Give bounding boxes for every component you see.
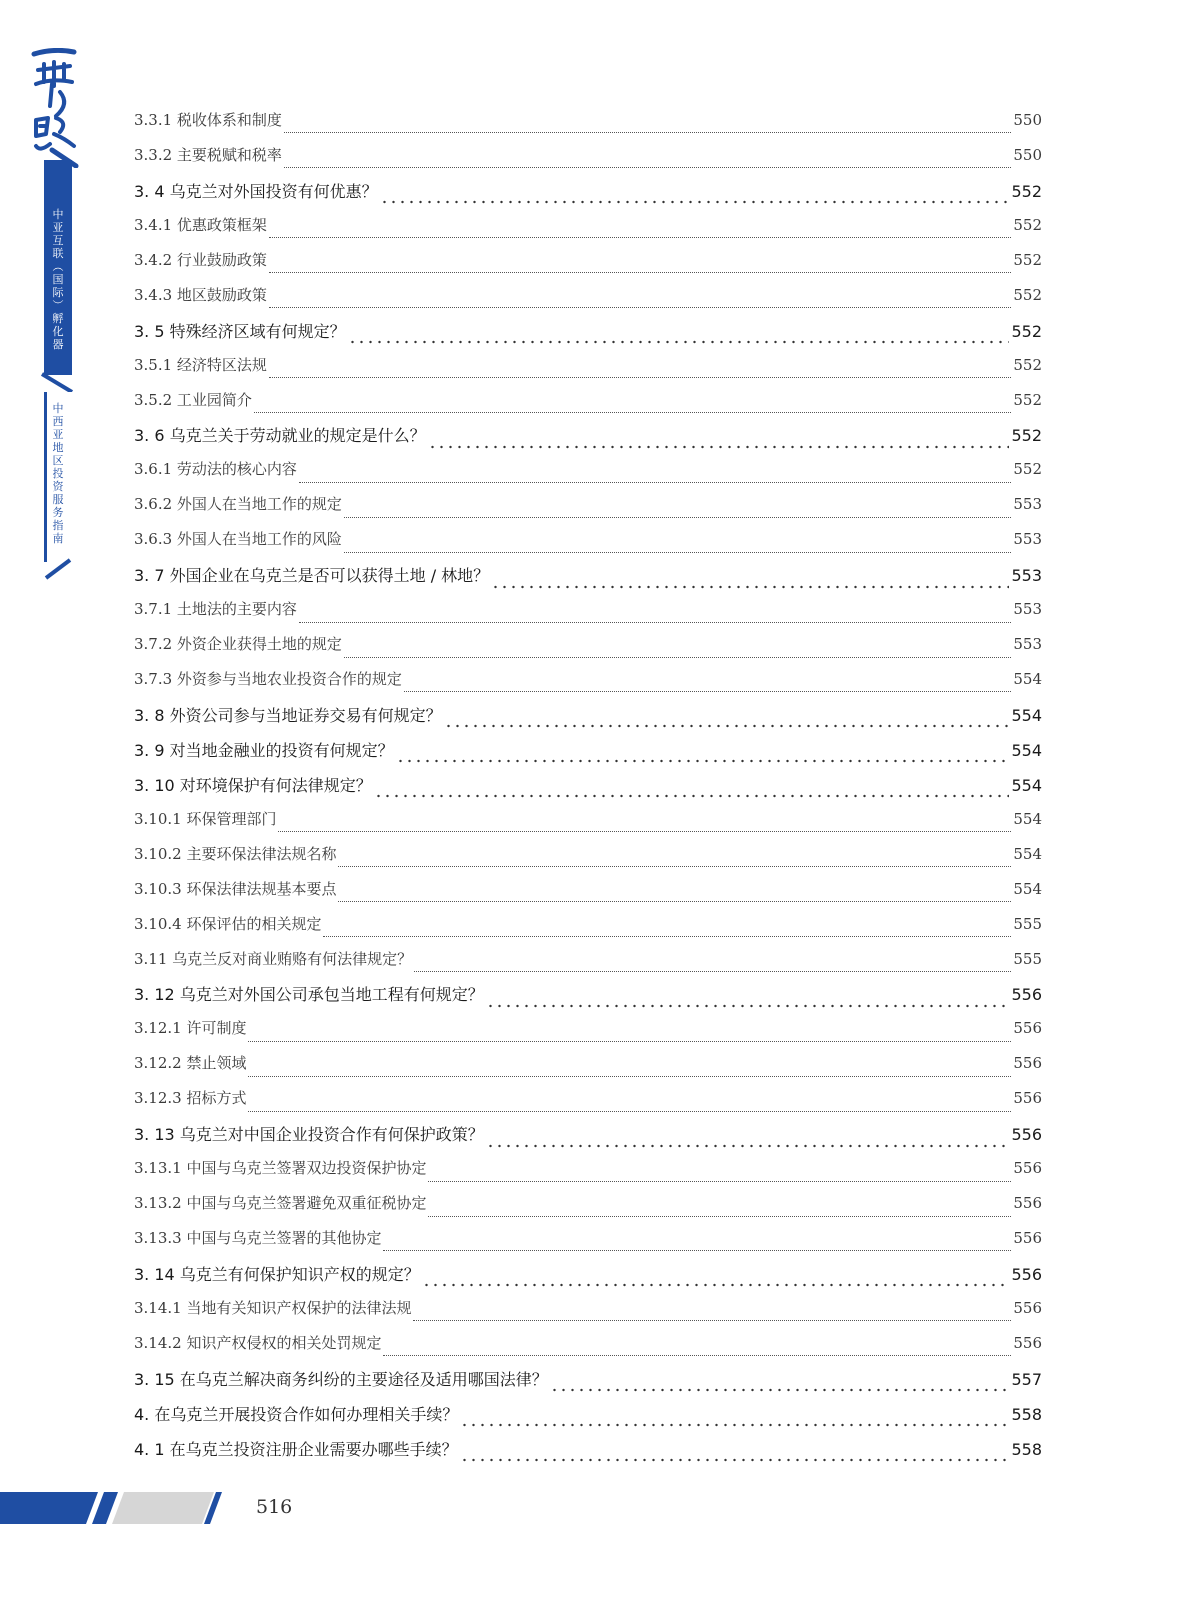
dot-leader xyxy=(348,340,1010,344)
dot-leader xyxy=(428,1180,1011,1182)
dot-leader xyxy=(383,1249,1011,1251)
dot-leader xyxy=(278,830,1011,832)
toc-entry-page: 552 xyxy=(1011,426,1042,446)
toc-entry-page: 556 xyxy=(1013,1229,1042,1247)
toc-entry-page: 552 xyxy=(1011,181,1042,201)
toc-subsection-entry[interactable] xyxy=(134,1332,1042,1367)
toc-subsection-entry[interactable] xyxy=(134,948,1042,983)
toc-subsection-entry[interactable] xyxy=(134,528,1042,563)
toc-entry-page: 556 xyxy=(1013,1089,1042,1108)
dot-leader xyxy=(338,900,1011,902)
dot-leader xyxy=(414,970,1011,972)
toc-subsection-entry[interactable] xyxy=(134,878,1042,913)
toc-entry-page: 552 xyxy=(1013,250,1042,269)
incubator-tab-char: ︶ xyxy=(52,299,64,312)
dot-leader xyxy=(248,1110,1011,1112)
incubator-tab-char: 孵 xyxy=(52,312,64,325)
toc-entry-page: 552 xyxy=(1013,285,1042,304)
toc-subsection-entry[interactable] xyxy=(134,249,1042,284)
dot-leader xyxy=(344,656,1011,658)
sidebar xyxy=(0,0,90,1600)
footer-stripe-decoration xyxy=(0,1488,230,1528)
dot-leader xyxy=(248,1040,1011,1042)
toc-section-entry[interactable] xyxy=(134,563,1042,598)
dot-leader xyxy=(428,1215,1011,1217)
toc-entry-page: 555 xyxy=(1013,914,1042,933)
toc-subsection-entry[interactable] xyxy=(134,1157,1042,1192)
table-of-contents xyxy=(134,109,1042,1472)
toc-entry-page: 553 xyxy=(1011,566,1042,586)
dot-leader xyxy=(299,621,1011,623)
toc-entry-page: 552 xyxy=(1013,355,1042,374)
incubator-tab-char: 国 xyxy=(52,273,64,286)
toc-entry-page: 553 xyxy=(1013,530,1042,549)
dot-leader xyxy=(344,551,1011,553)
toc-entry-title: 3.10.2 主要环保法律法规名称 xyxy=(134,844,337,863)
sidebar-end-slash xyxy=(44,556,72,580)
incubator-tab-char: 互 xyxy=(52,234,64,247)
toc-section-entry[interactable] xyxy=(134,1122,1042,1157)
incubator-tab-char: 亚 xyxy=(52,221,64,234)
toc-entry-title: 3.6.2 外国人在当地工作的规定 xyxy=(134,495,342,514)
toc-entry-title: 3.10.1 环保管理部门 xyxy=(134,809,277,828)
toc-entry-page: 552 xyxy=(1013,460,1042,479)
toc-entry-title: 3. 13 乌克兰对中国企业投资合作有何保护政策？ xyxy=(134,1125,484,1145)
toc-entry-page: 554 xyxy=(1011,740,1042,760)
dot-leader xyxy=(396,759,1010,763)
toc-entry-page: 556 xyxy=(1013,1333,1042,1352)
toc-section-entry[interactable] xyxy=(134,1402,1042,1437)
toc-entry-title: 3.13.3 中国与乌克兰签署的其他协定 xyxy=(134,1229,382,1247)
dot-leader xyxy=(413,1319,1011,1321)
toc-section-entry[interactable] xyxy=(134,773,1042,808)
dot-leader xyxy=(269,306,1011,308)
toc-subsection-entry[interactable] xyxy=(134,1192,1042,1227)
toc-entry-title: 3.10.4 环保评估的相关规定 xyxy=(134,914,322,933)
toc-subsection-entry[interactable] xyxy=(134,144,1042,179)
toc-entry-title: 3. 14 乌克兰有何保护知识产权的规定？ xyxy=(134,1264,420,1284)
incubator-tab-char: 联 xyxy=(52,247,64,260)
toc-entry-title: 4. 在乌克兰开展投资合作如何办理相关手续？ xyxy=(134,1404,459,1424)
guide-tab-char: 指 xyxy=(52,519,64,532)
dot-leader xyxy=(269,271,1011,273)
dot-leader xyxy=(284,166,1011,168)
toc-entry-title: 3. 15 在乌克兰解决商务纠纷的主要途径及适用哪国法律？ xyxy=(134,1369,548,1389)
toc-entry-title: 3. 8 外资公司参与当地证券交易有何规定？ xyxy=(134,705,442,725)
dot-leader xyxy=(299,481,1011,483)
toc-subsection-entry[interactable] xyxy=(134,913,1042,948)
toc-entry-title: 3.4.1 优惠政策框架 xyxy=(134,215,267,234)
toc-entry-page: 553 xyxy=(1013,495,1042,514)
toc-section-entry[interactable] xyxy=(134,1437,1042,1472)
toc-entry-title: 3.13.2 中国与乌克兰签署避免双重征税协定 xyxy=(134,1194,427,1213)
toc-entry-title: 3. 9 对当地金融业的投资有何规定？ xyxy=(134,740,394,760)
dot-leader xyxy=(380,200,1010,204)
sidebar-slash-decoration xyxy=(40,372,74,394)
toc-section-entry[interactable] xyxy=(134,1367,1042,1402)
toc-entry-page: 556 xyxy=(1011,1264,1042,1284)
dot-leader xyxy=(444,724,1010,728)
dot-leader xyxy=(254,411,1011,413)
guide-tab-char: 资 xyxy=(52,480,64,493)
toc-entry-page: 553 xyxy=(1013,600,1042,619)
guide-tab-char: 亚 xyxy=(52,428,64,441)
toc-entry-title: 3.7.3 外资参与当地农业投资合作的规定 xyxy=(134,670,402,688)
toc-subsection-entry[interactable] xyxy=(134,109,1042,144)
dot-leader xyxy=(269,376,1011,378)
toc-section-entry[interactable] xyxy=(134,703,1042,738)
toc-entry-title: 3. 6 乌克兰关于劳动就业的规定是什么？ xyxy=(134,426,426,446)
guide-tab-char: 务 xyxy=(52,506,64,519)
toc-subsection-entry[interactable] xyxy=(134,1087,1042,1122)
toc-entry-title: 3.14.2 知识产权侵权的相关处罚规定 xyxy=(134,1333,382,1352)
dot-leader xyxy=(486,1144,1010,1148)
toc-subsection-entry[interactable] xyxy=(134,633,1042,668)
toc-subsection-entry[interactable] xyxy=(134,214,1042,249)
dot-leader xyxy=(404,690,1011,692)
incubator-tab-char: 化 xyxy=(52,325,64,338)
toc-entry-page: 556 xyxy=(1013,1054,1042,1073)
toc-entry-title: 3.7.1 土地法的主要内容 xyxy=(134,600,297,619)
guide-tab-char: 投 xyxy=(52,467,64,480)
toc-section-entry[interactable] xyxy=(134,179,1042,214)
toc-entry-page: 554 xyxy=(1013,670,1042,688)
incubator-tab-char: 器 xyxy=(52,338,64,351)
toc-subsection-entry[interactable] xyxy=(134,843,1042,878)
guide-tab-char: 服 xyxy=(52,493,64,506)
dot-leader xyxy=(374,794,1010,798)
dot-leader xyxy=(428,445,1010,449)
incubator-tab-char: ︵ xyxy=(52,260,64,273)
dot-leader xyxy=(460,1458,1010,1462)
guide-tab-char: 地 xyxy=(52,441,64,454)
toc-entry-title: 3.11 乌克兰反对商业贿赂有何法律规定？ xyxy=(134,949,413,968)
toc-entry-page: 556 xyxy=(1013,1019,1042,1038)
toc-entry-page: 552 xyxy=(1013,390,1042,409)
toc-entry-title: 3.4.2 行业鼓励政策 xyxy=(134,250,267,269)
guide-tab-char: 区 xyxy=(52,454,64,467)
incubator-tab xyxy=(44,160,72,375)
toc-entry-title: 3.4.3 地区鼓励政策 xyxy=(134,285,267,304)
toc-entry-title: 3.5.2 工业园简介 xyxy=(134,390,252,409)
guide-tab-char: 西 xyxy=(52,415,64,428)
toc-entry-page: 556 xyxy=(1013,1194,1042,1213)
dot-leader xyxy=(338,865,1011,867)
dot-leader xyxy=(269,236,1011,238)
toc-subsection-entry[interactable] xyxy=(134,1017,1042,1052)
toc-entry-page: 552 xyxy=(1011,321,1042,341)
toc-entry-page: 556 xyxy=(1013,1159,1042,1178)
toc-section-entry[interactable] xyxy=(134,423,1042,458)
toc-subsection-entry[interactable] xyxy=(134,389,1042,424)
toc-subsection-entry[interactable] xyxy=(134,493,1042,528)
toc-entry-page: 554 xyxy=(1011,775,1042,795)
toc-entry-title: 3.14.1 当地有关知识产权保护的法律法规 xyxy=(134,1298,412,1317)
dot-leader xyxy=(383,1354,1011,1356)
toc-entry-title: 4. 1 在乌克兰投资注册企业需要办哪些手续？ xyxy=(134,1439,458,1459)
toc-entry-page: 554 xyxy=(1013,879,1042,898)
toc-entry-title: 3. 4 乌克兰对外国投资有何优惠？ xyxy=(134,181,378,201)
toc-entry-title: 3.13.1 中国与乌克兰签署双边投资保护协定 xyxy=(134,1159,427,1178)
toc-entry-title: 3. 10 对环境保护有何法律规定？ xyxy=(134,775,372,795)
toc-entry-page: 552 xyxy=(1013,215,1042,234)
toc-subsection-entry[interactable] xyxy=(134,598,1042,633)
toc-subsection-entry[interactable] xyxy=(134,284,1042,319)
toc-entry-title: 3.6.1 劳动法的核心内容 xyxy=(134,460,297,479)
dot-leader xyxy=(550,1388,1010,1392)
toc-subsection-entry[interactable] xyxy=(134,1052,1042,1087)
toc-entry-page: 550 xyxy=(1013,111,1042,129)
toc-subsection-entry[interactable] xyxy=(134,354,1042,389)
toc-subsection-entry[interactable] xyxy=(134,458,1042,493)
toc-entry-title: 3. 12 乌克兰对外国公司承包当地工程有何规定？ xyxy=(134,985,484,1005)
toc-entry-title: 3.12.3 招标方式 xyxy=(134,1089,247,1108)
toc-subsection-entry[interactable] xyxy=(134,1227,1042,1262)
toc-subsection-entry[interactable] xyxy=(134,668,1042,703)
dot-leader xyxy=(486,1004,1010,1008)
toc-entry-page: 554 xyxy=(1013,844,1042,863)
toc-entry-title: 3. 5 特殊经济区域有何规定？ xyxy=(134,321,346,341)
toc-entry-title: 3.12.1 许可制度 xyxy=(134,1019,247,1038)
dot-leader xyxy=(491,585,1009,589)
guide-tab-char: 中 xyxy=(52,402,64,415)
toc-subsection-entry[interactable] xyxy=(134,1297,1042,1332)
toc-entry-title: 3.12.2 禁止领域 xyxy=(134,1054,247,1073)
dot-leader xyxy=(248,1075,1011,1077)
dot-leader xyxy=(460,1423,1009,1427)
toc-subsection-entry[interactable] xyxy=(134,808,1042,843)
guide-tab-border xyxy=(44,392,48,562)
toc-entry-page: 556 xyxy=(1011,1125,1042,1145)
dot-leader xyxy=(422,1283,1010,1287)
toc-section-entry[interactable] xyxy=(134,1262,1042,1297)
page-number: 516 xyxy=(256,1496,293,1518)
toc-entry-title: 3. 7 外国企业在乌克兰是否可以获得土地 / 林地？ xyxy=(134,566,490,586)
incubator-tab-char: 际 xyxy=(52,286,64,299)
toc-section-entry[interactable] xyxy=(134,319,1042,354)
toc-section-entry[interactable] xyxy=(134,738,1042,773)
dot-leader xyxy=(284,131,1011,133)
guide-tab-char: 南 xyxy=(52,532,64,545)
toc-entry-page: 558 xyxy=(1011,1439,1042,1459)
belt-and-road-logo xyxy=(30,48,80,168)
toc-entry-title: 3.3.2 主要税赋和税率 xyxy=(134,145,282,164)
toc-entry-page: 555 xyxy=(1013,949,1042,968)
toc-entry-title: 3.7.2 外资企业获得土地的规定 xyxy=(134,635,342,654)
dot-leader xyxy=(323,935,1011,937)
toc-entry-page: 554 xyxy=(1013,809,1042,828)
toc-section-entry[interactable] xyxy=(134,982,1042,1017)
toc-entry-title: 3.3.1 税收体系和制度 xyxy=(134,111,282,129)
toc-entry-page: 556 xyxy=(1011,985,1042,1005)
incubator-tab-char: 中 xyxy=(52,208,64,221)
toc-entry-title: 3.5.1 经济特区法规 xyxy=(134,355,267,374)
toc-entry-title: 3.6.3 外国人在当地工作的风险 xyxy=(134,530,342,549)
toc-entry-page: 550 xyxy=(1013,145,1042,164)
toc-entry-page: 558 xyxy=(1011,1404,1042,1424)
toc-entry-page: 557 xyxy=(1011,1369,1042,1389)
toc-entry-title: 3.10.3 环保法律法规基本要点 xyxy=(134,879,337,898)
guide-tab xyxy=(44,392,72,562)
toc-entry-page: 554 xyxy=(1011,705,1042,725)
dot-leader xyxy=(344,516,1011,518)
toc-entry-page: 556 xyxy=(1013,1298,1042,1317)
toc-entry-page: 553 xyxy=(1013,635,1042,654)
